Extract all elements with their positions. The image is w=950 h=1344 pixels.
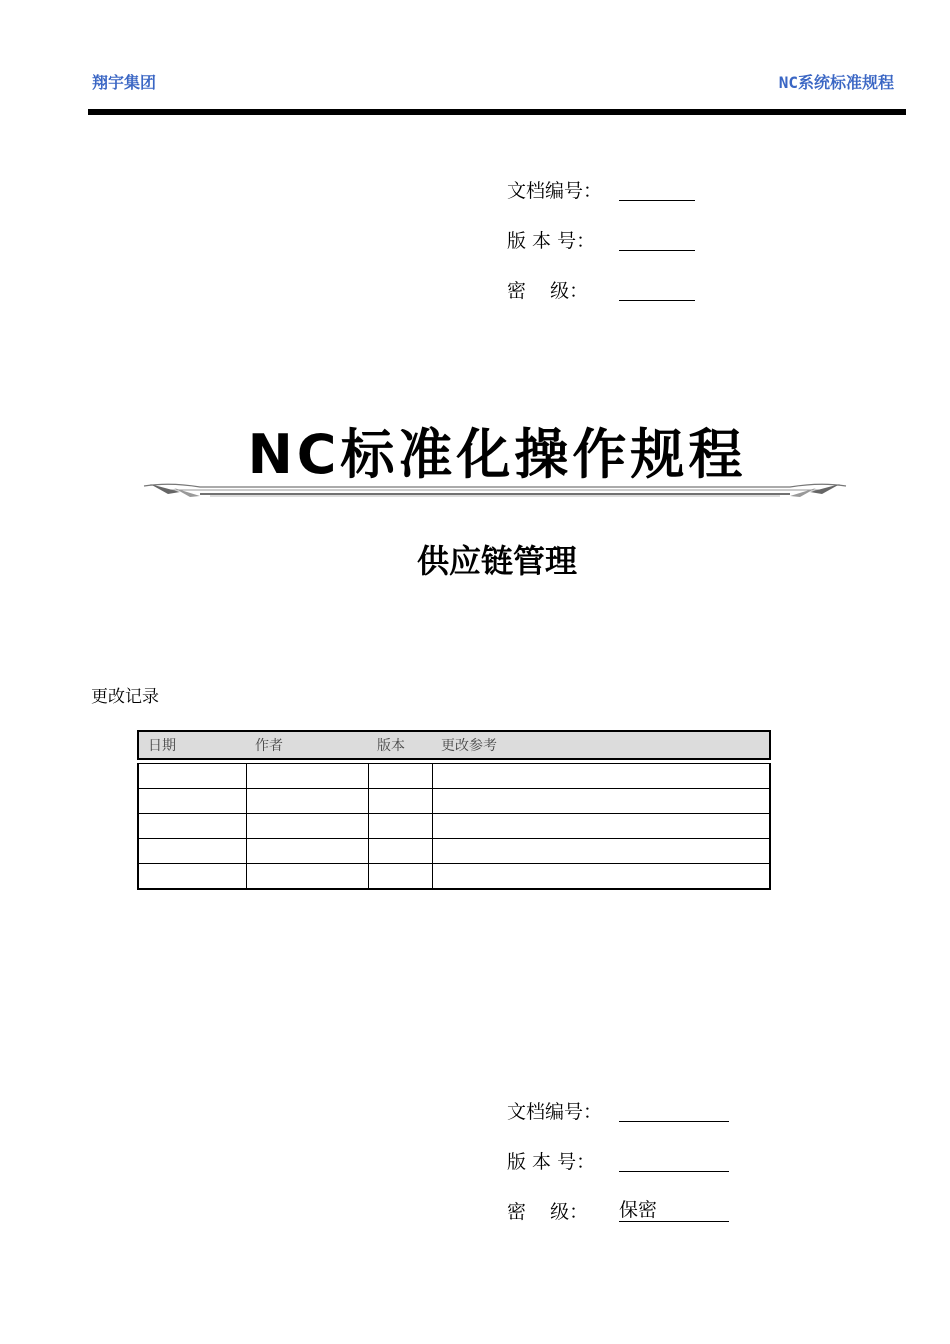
table-cell[interactable] bbox=[138, 864, 246, 890]
doc-number-label: 文档编号： bbox=[507, 179, 603, 202]
doc-number-field[interactable] bbox=[619, 1099, 729, 1122]
table-cell[interactable] bbox=[138, 789, 246, 814]
version-field[interactable] bbox=[619, 1149, 729, 1172]
table-row bbox=[138, 814, 770, 839]
table-cell[interactable] bbox=[368, 814, 432, 839]
table-cell[interactable] bbox=[368, 864, 432, 890]
header-doc-series: NC系统标准规程 bbox=[778, 73, 894, 92]
header-company: 翔宇集团 bbox=[92, 73, 157, 92]
version-label: 版 本 号： bbox=[507, 1150, 596, 1173]
doc-number-field[interactable] bbox=[619, 178, 695, 201]
table-cell[interactable] bbox=[368, 839, 432, 864]
doc-number-label: 文档编号： bbox=[507, 1100, 603, 1123]
change-log-label: 更改记录 bbox=[91, 687, 159, 707]
table-cell[interactable] bbox=[432, 764, 770, 789]
table-cell[interactable] bbox=[432, 839, 770, 864]
column-header-author: 作者 bbox=[246, 731, 368, 759]
document-title: NC标准化操作规程 bbox=[247, 423, 747, 486]
table-cell[interactable] bbox=[368, 789, 432, 814]
table-cell[interactable] bbox=[246, 864, 368, 890]
meta-row-security bbox=[507, 1185, 729, 1235]
version-label: 版 本 号： bbox=[507, 229, 596, 252]
table-cell[interactable] bbox=[246, 764, 368, 789]
table-cell[interactable] bbox=[246, 839, 368, 864]
table-cell[interactable] bbox=[138, 764, 246, 789]
version-field[interactable] bbox=[619, 228, 695, 251]
meta-row-security bbox=[507, 264, 695, 314]
table-cell[interactable] bbox=[138, 839, 246, 864]
column-header-date: 日期 bbox=[138, 731, 246, 759]
security-field[interactable] bbox=[619, 278, 695, 301]
meta-row-doc-number bbox=[507, 164, 695, 214]
table-cell[interactable] bbox=[432, 814, 770, 839]
meta-row-version bbox=[507, 1135, 729, 1185]
table-cell[interactable] bbox=[246, 789, 368, 814]
title-ornament-divider bbox=[140, 476, 850, 502]
table-cell[interactable] bbox=[368, 764, 432, 789]
table-row bbox=[138, 789, 770, 814]
security-label: 密 级： bbox=[507, 1200, 589, 1223]
header-divider bbox=[88, 109, 906, 115]
column-header-reference: 更改参考 bbox=[432, 731, 770, 759]
table-cell[interactable] bbox=[432, 789, 770, 814]
security-label: 密 级： bbox=[507, 279, 589, 302]
change-log-header-row bbox=[138, 731, 770, 759]
security-field[interactable]: 保密 bbox=[619, 1199, 729, 1222]
meta-row-doc-number bbox=[507, 1085, 729, 1135]
document-subtitle: 供应链管理 bbox=[416, 542, 577, 580]
change-log-table bbox=[137, 730, 771, 890]
column-header-version: 版本 bbox=[368, 731, 432, 759]
table-cell[interactable] bbox=[246, 814, 368, 839]
table-row bbox=[138, 764, 770, 789]
document-meta-bottom bbox=[507, 1085, 729, 1235]
table-row bbox=[138, 864, 770, 890]
table-cell[interactable] bbox=[138, 814, 246, 839]
table-cell[interactable] bbox=[432, 864, 770, 890]
meta-row-version bbox=[507, 214, 695, 264]
document-meta-top bbox=[507, 164, 695, 314]
table-row bbox=[138, 839, 770, 864]
